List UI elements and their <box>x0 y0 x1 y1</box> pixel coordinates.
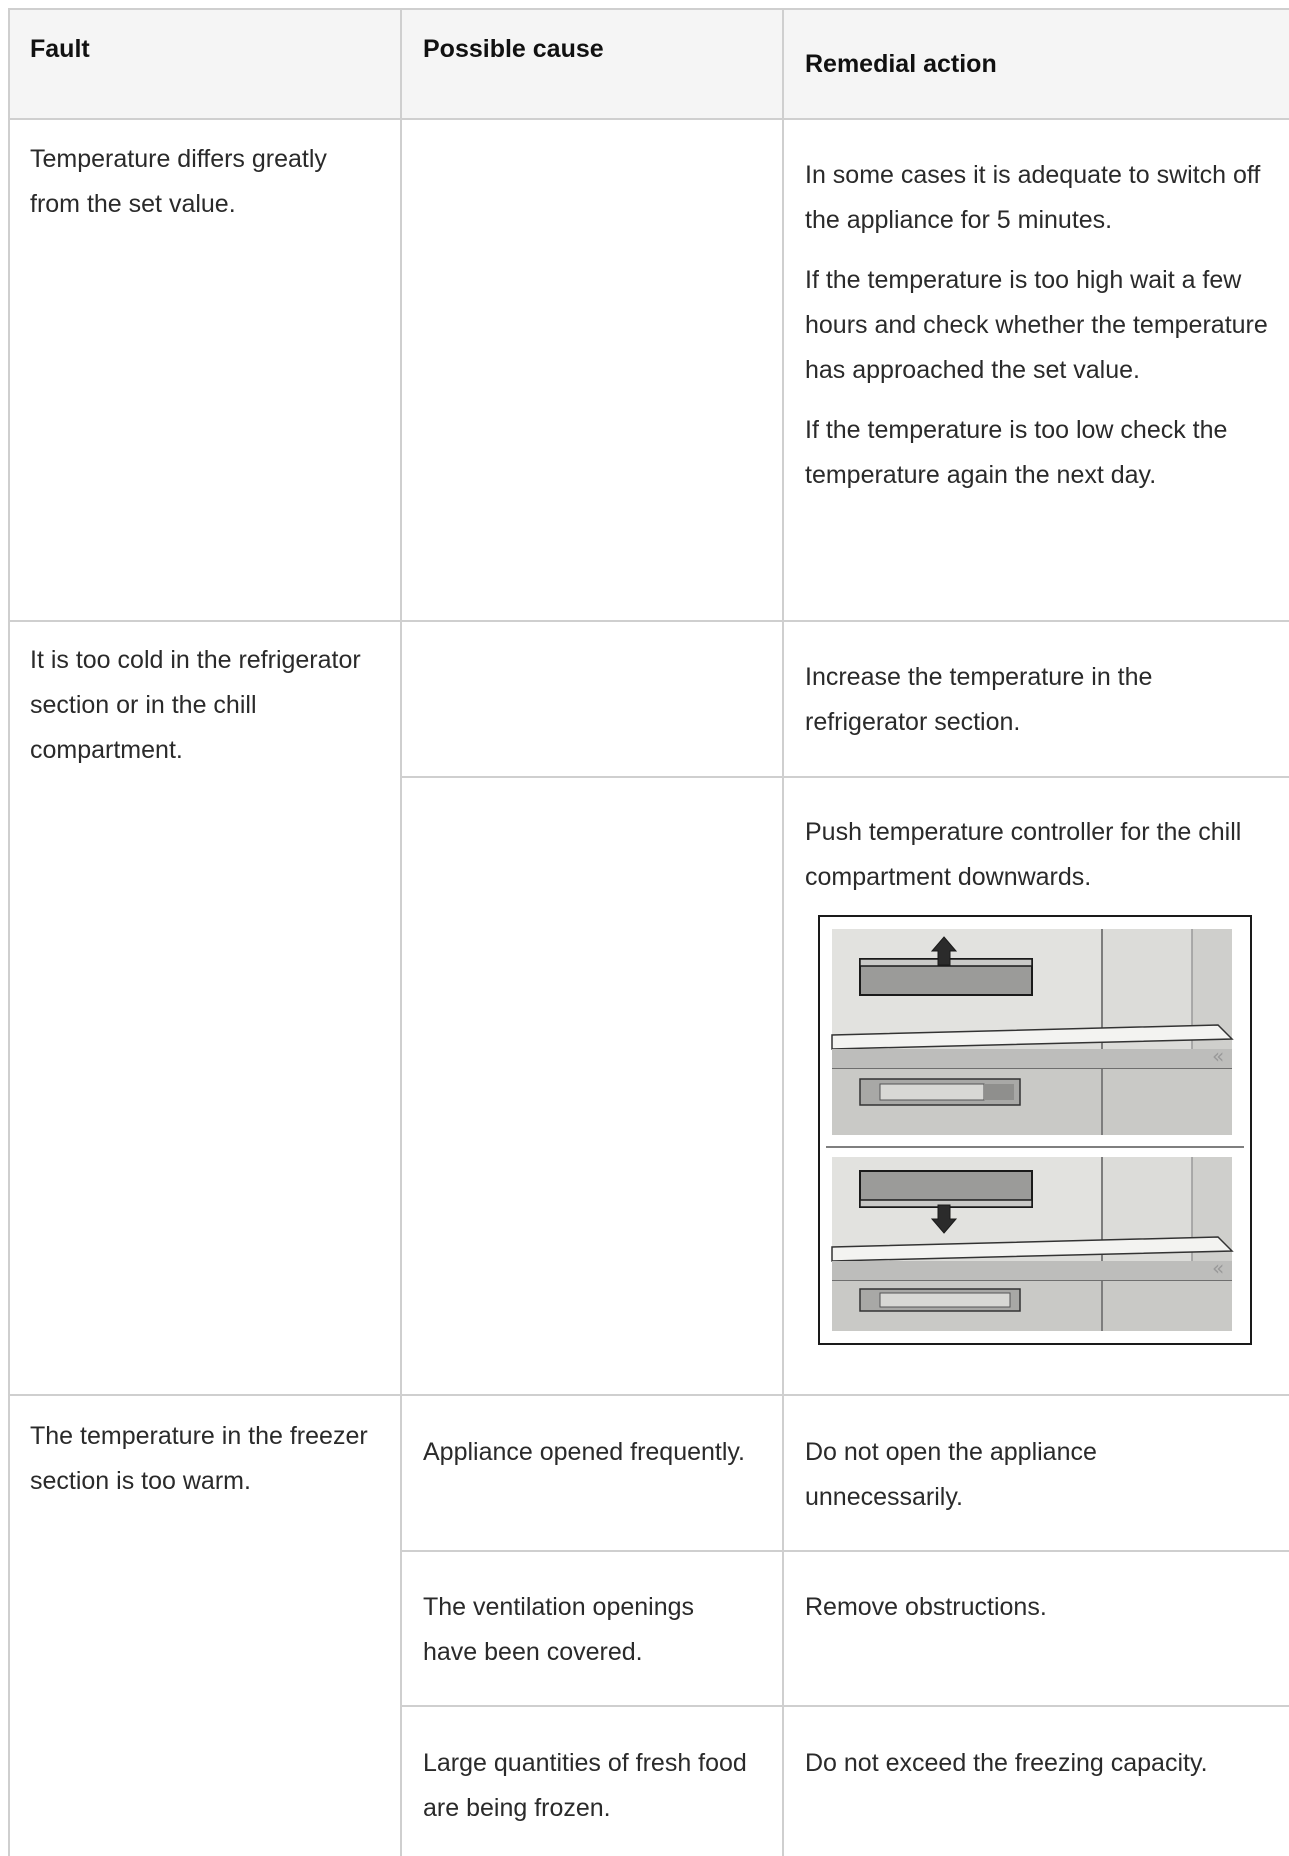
action-cell <box>805 810 1275 900</box>
controller-up-panel <box>832 929 1232 1135</box>
table-border <box>8 620 1289 622</box>
action-cell <box>805 655 1245 745</box>
cause-cell <box>423 1741 753 1831</box>
action-text: Do not open the appliance unnecessarily. <box>805 1438 1097 1511</box>
action-text: Increase the temperature in the refrigerator section. <box>805 663 1153 736</box>
header-fault: Fault <box>30 35 90 63</box>
fault-cell <box>30 1414 390 1504</box>
header-possible-cause: Possible cause <box>423 35 604 63</box>
action-text: If the temperature is too low check the temperature again the next day. <box>805 416 1228 489</box>
table-border <box>782 8 784 1856</box>
controller-down-panel <box>832 1157 1232 1331</box>
fault-text: Temperature differs greatly from the set value. <box>30 145 327 218</box>
fault-cell <box>30 137 380 227</box>
table-border <box>400 1705 1289 1707</box>
fault-cell <box>30 638 390 773</box>
action-cell <box>805 1585 1245 1630</box>
table-border <box>8 8 10 1856</box>
header-remedial-action: Remedial action <box>805 50 997 78</box>
cause-text: The ventilation openings have been covered. <box>423 1593 695 1666</box>
action-text: If the temperature is too high wait a few hours and check whether the temperature has approached the set value. <box>805 266 1268 384</box>
action-text: Remove obstructions. <box>805 1593 1047 1621</box>
fault-text: It is too cold in the refrigerator section or in the chill compartment. <box>30 646 361 764</box>
table-border <box>400 776 1289 778</box>
cause-text: Appliance opened frequently. <box>423 1438 745 1466</box>
cause-cell <box>423 1585 753 1675</box>
controller-diagram <box>820 917 1250 1343</box>
cause-cell <box>423 1430 753 1475</box>
table-border <box>8 8 1289 10</box>
action-text: Do not exceed the freezing capacity. <box>805 1749 1208 1777</box>
table-header-background <box>8 10 1289 118</box>
table-border <box>400 1550 1289 1552</box>
fault-text: The temperature in the freezer section is too warm. <box>30 1422 368 1495</box>
action-text: In some cases it is adequate to switch off the appliance for 5 minutes. <box>805 161 1261 234</box>
svg-text:«: « <box>1212 1044 1225 1068</box>
temperature-controller-illustration <box>818 915 1252 1345</box>
table-border <box>400 8 402 1856</box>
cause-text: Large quantities of fresh food are being frozen. <box>423 1749 747 1822</box>
action-cell <box>805 153 1275 513</box>
table-border <box>8 1394 1289 1396</box>
action-cell <box>805 1741 1275 1786</box>
svg-text:«: « <box>1212 1256 1225 1280</box>
action-cell <box>805 1430 1245 1520</box>
table-border <box>8 118 1289 120</box>
action-text: Push temperature controller for the chill compartment downwards. <box>805 818 1242 891</box>
